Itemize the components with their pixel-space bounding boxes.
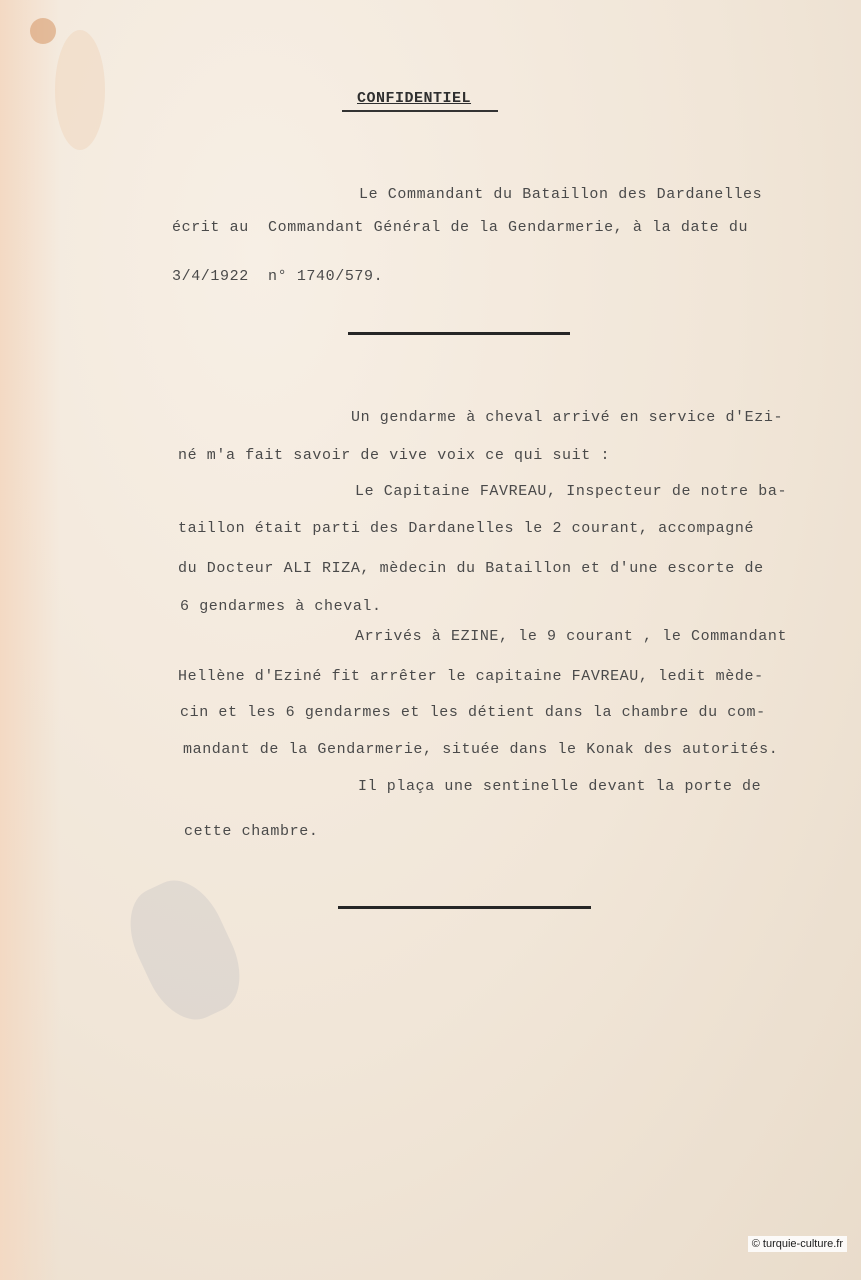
header-line: écrit au Commandant Général de la Gendarmerie, à la date du <box>172 219 749 236</box>
separator-rule <box>338 906 591 909</box>
document-title: CONFIDENTIEL <box>357 90 472 107</box>
paper-edge-shadow <box>0 0 60 1280</box>
ink-smudge <box>115 868 256 1033</box>
body-line: cette chambre. <box>184 823 319 840</box>
body-line: Arrivés à EZINE, le 9 courant , le Commandant <box>355 628 788 645</box>
body-line: Un gendarme à cheval arrivé en service d'Ezi- <box>351 409 784 426</box>
header-line: 3/4/1922 n° 1740/579. <box>172 268 384 285</box>
stain-mark <box>30 18 56 44</box>
copyright-watermark: © turquie-culture.fr <box>748 1236 847 1252</box>
body-line: Le Capitaine FAVREAU, Inspecteur de notre ba- <box>355 483 788 500</box>
body-line: 6 gendarmes à cheval. <box>180 598 382 615</box>
body-line: mandant de la Gendarmerie, située dans le Konak des autorités. <box>183 741 779 758</box>
title-underline <box>342 110 498 112</box>
stain-mark <box>55 30 105 150</box>
body-line: Il plaça une sentinelle devant la porte de <box>358 778 762 795</box>
body-line: Hellène d'Eziné fit arrêter le capitaine FAVREAU, ledit mède- <box>178 668 764 685</box>
body-line: du Docteur ALI RIZA, mèdecin du Bataillon et d'une escorte de <box>178 560 764 577</box>
body-line: né m'a fait savoir de vive voix ce qui suit : <box>178 447 611 464</box>
body-line: taillon était parti des Dardanelles le 2 courant, accompagné <box>178 520 755 537</box>
header-line: Le Commandant du Bataillon des Dardanelles <box>359 186 763 203</box>
separator-rule <box>348 332 570 335</box>
body-line: cin et les 6 gendarmes et les détient dans la chambre du com- <box>180 704 766 721</box>
